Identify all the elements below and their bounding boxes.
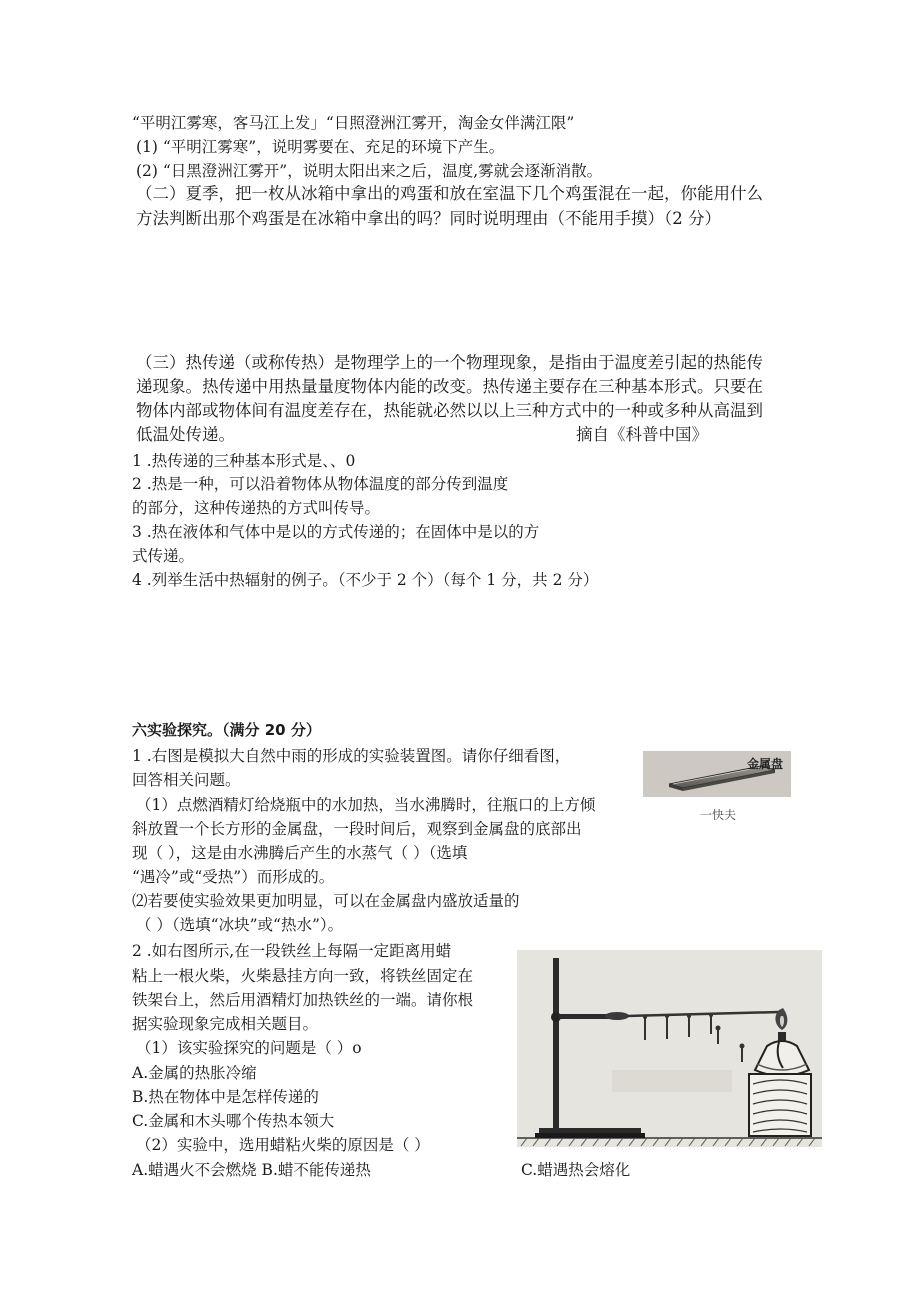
metal-tray-label: 金属盘 [746,757,783,771]
exp1-q2b: （ ）（选填“冰块”或“热水”）。 [136,916,344,934]
section3-line-1: （三）热传递（或称传热）是物理学上的一个物理现象，是指由于温度差引起的热能传 [136,353,763,372]
section2-line-1: （二）夏季，把一枚从冰箱中拿出的鸡蛋和放在室温下几个鸡蛋混在一起，你能用什么 [136,184,763,203]
section2-line-2: 方法判断出那个鸡蛋是在冰箱中拿出的吗？同时说明理由（不能用手摸）（2 分） [136,209,721,228]
exp1-line-2: 回答相关问题。 [132,771,241,789]
exp2-q2: （2）实验中，选用蜡粘火柴的原因是（ ） [136,1136,430,1154]
exp2-line-4: 据实验现象完成相关题目。 [132,1015,319,1033]
poem-line: “平明江雾寒，客马江上发」“日照澄洲江雾开，淘金女伴满江限” [132,114,575,132]
iron-stand-photo [517,950,822,1147]
exp2-line-3: 铁架台上，然后用酒精灯加热铁丝的一端。请你根 [132,991,474,1009]
exp2-option-c: C.金属和木头哪个传热本领大 [132,1112,335,1130]
poem-question-1: (1) “平明江雾寒”，说明雾要在、充足的环境下产生。 [136,138,505,156]
iron-stand-illustration [517,950,822,1147]
exp2-q2-option-c: C.蜡遇热会熔化 [521,1161,631,1179]
section6-heading: 六实验探究。（满分 20 分） [132,721,321,739]
heat-question-4: 4 .列举生活中热辐射的例子。（不少于 2 个）（每个 1 分，共 2 分） [132,571,599,589]
exp2-q2-options-ab: A.蜡遇火不会燃烧 B.蜡不能传递热 [132,1161,371,1179]
exp1-q1c: 现（ ），这是由水沸腾后产生的水蒸气（ ）（选填 [132,844,468,862]
section3-line-4-text: 低温处传递。 [136,425,235,444]
metal-tray-caption: 一快夫 [700,808,737,822]
section3-line-4 [136,425,708,445]
exp1-q1d: “遇冷”或“受热”）而形成的。 [132,868,335,886]
heat-question-1: 1 .热传递的三种基本形式是、、0 [132,452,356,470]
exp1-q1a: （1）点燃酒精灯给烧瓶中的水加热，当水沸腾时，往瓶口的上方倾 [136,796,596,814]
exp2-option-a: A.金属的热胀冷缩 [132,1064,257,1082]
heat-question-3b: 式传递。 [132,547,195,565]
heat-question-2b: 的部分，这种传递热的方式叫传导。 [132,499,381,517]
exp2-q1: （1）该实验探究的问题是（ ）o [136,1039,362,1057]
metal-tray-photo [643,751,791,797]
section3-line-3: 物体内部或物体间有温度差存在，热能就必然以以上三种方式中的一种或多种从高温到 [136,401,763,420]
exp1-line-1: 1 .右图是模拟大自然中雨的形成的实验装置图。请你仔细看图， [132,747,571,765]
exp1-q1b: 斜放置一个长方形的金属盘，一段时间后，观察到金属盘的底部出 [132,820,582,838]
source-citation: 摘自《科普中国》 [576,425,708,444]
exp2-option-b: B.热在物体中是怎样传递的 [132,1088,319,1106]
exp2-line-2: 粘上一根火柴，火柴悬挂方向一致，将铁丝固定在 [132,967,474,985]
poem-question-2: (2) “日黑澄洲江雾开”，说明太阳出来之后，温度,雾就会逐渐消散。 [136,162,603,180]
exp1-q2a: ⑵若要使实验效果更加明显，可以在金属盘内盛放适量的 [132,892,520,910]
heat-question-3a: 3 .热在液体和气体中是以的方式传递的；在固体中是以的方 [132,523,540,541]
exp2-line-1: 2 .如右图所示,在一段铁丝上每隔一定距离用蜡 [132,942,452,960]
section3-line-2: 递现象。热传递中用热量量度物体内能的改变。热传递主要存在三种基本形式。只要在 [136,377,763,396]
heat-question-2a: 2 .热是一种，可以沿着物体从物体温度的部分传到温度 [132,475,509,493]
